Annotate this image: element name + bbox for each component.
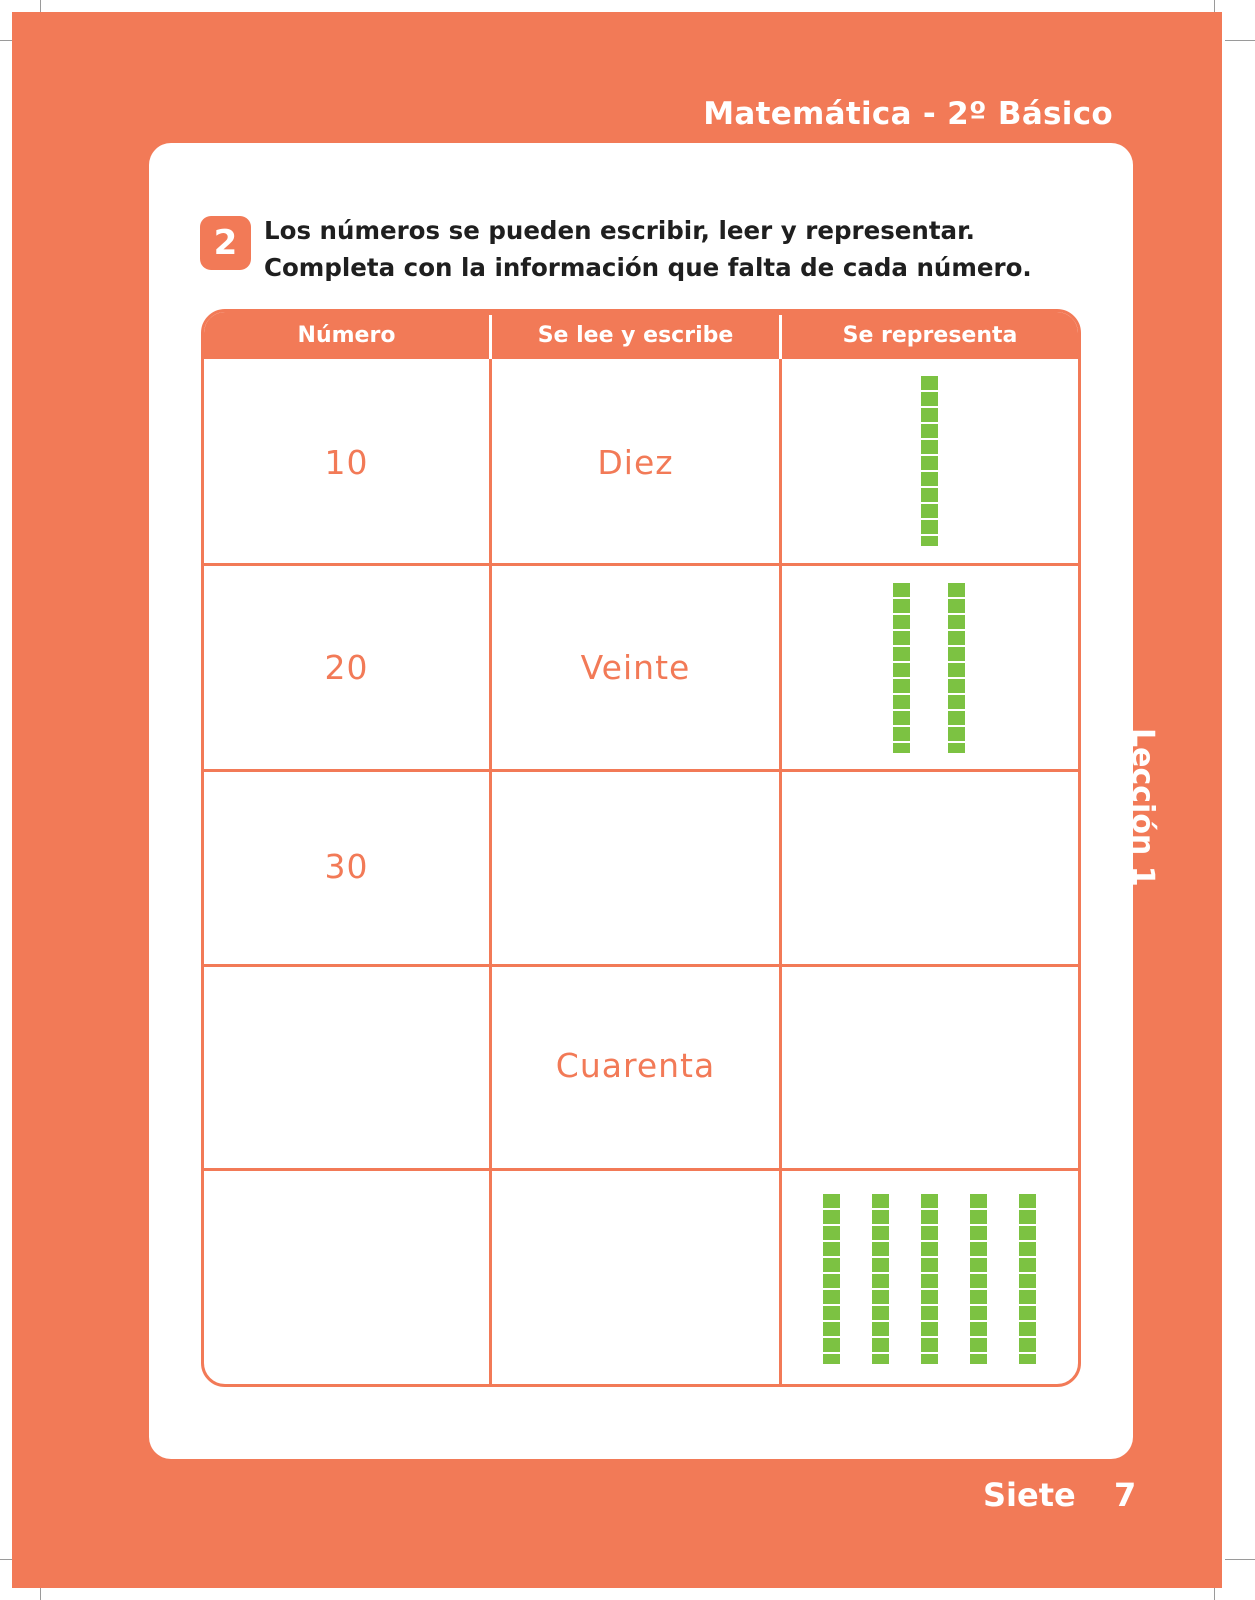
cell-representation: [782, 1171, 1076, 1387]
header-numero: Número: [297, 323, 396, 348]
instruction-line-2: Completa con la información que falta de cada número.: [264, 253, 1032, 282]
header-se-lee-y-escribe: Se lee y escribe: [537, 323, 734, 348]
ten-rod: [872, 1194, 889, 1364]
cell-representation: [782, 566, 1076, 769]
header-divider: [489, 315, 492, 359]
ten-rod: [970, 1194, 987, 1364]
number-table: [201, 309, 1081, 1387]
cell-representation[interactable]: [782, 967, 1076, 1168]
cell-numero: 10: [324, 443, 369, 482]
ten-rod: [921, 1194, 938, 1364]
ten-rod: [921, 376, 938, 546]
cell-numero: 30: [324, 847, 369, 886]
cell-numero: 20: [324, 648, 369, 687]
table-header: [204, 312, 1078, 359]
cell-lectura: Veinte: [580, 648, 691, 687]
ten-rod: [893, 583, 910, 753]
ten-rod: [1019, 1194, 1036, 1364]
column-divider: [489, 359, 492, 1384]
header-divider: [779, 315, 782, 359]
ten-rod: [948, 583, 965, 753]
crop-mark: [1225, 40, 1255, 41]
page-number: 7: [1114, 1476, 1137, 1514]
instruction-line-1: Los números se pueden escribir, leer y representar.: [264, 216, 975, 245]
exercise-instructions: [264, 212, 1104, 286]
cell-representation[interactable]: [782, 772, 1076, 964]
page-word: Siete: [983, 1476, 1076, 1514]
header-title: Matemática - 2º Básico: [703, 96, 1113, 132]
cell-lectura: Cuarenta: [555, 1046, 716, 1085]
cell-representation: [782, 359, 1076, 563]
ten-rod: [823, 1194, 840, 1364]
header-se-representa: Se representa: [842, 323, 1018, 348]
crop-mark: [1225, 1559, 1255, 1560]
cell-lectura: Diez: [597, 443, 674, 482]
lesson-side-tab: Lección 1: [1125, 728, 1160, 887]
exercise-number-badge: 2: [200, 216, 251, 270]
